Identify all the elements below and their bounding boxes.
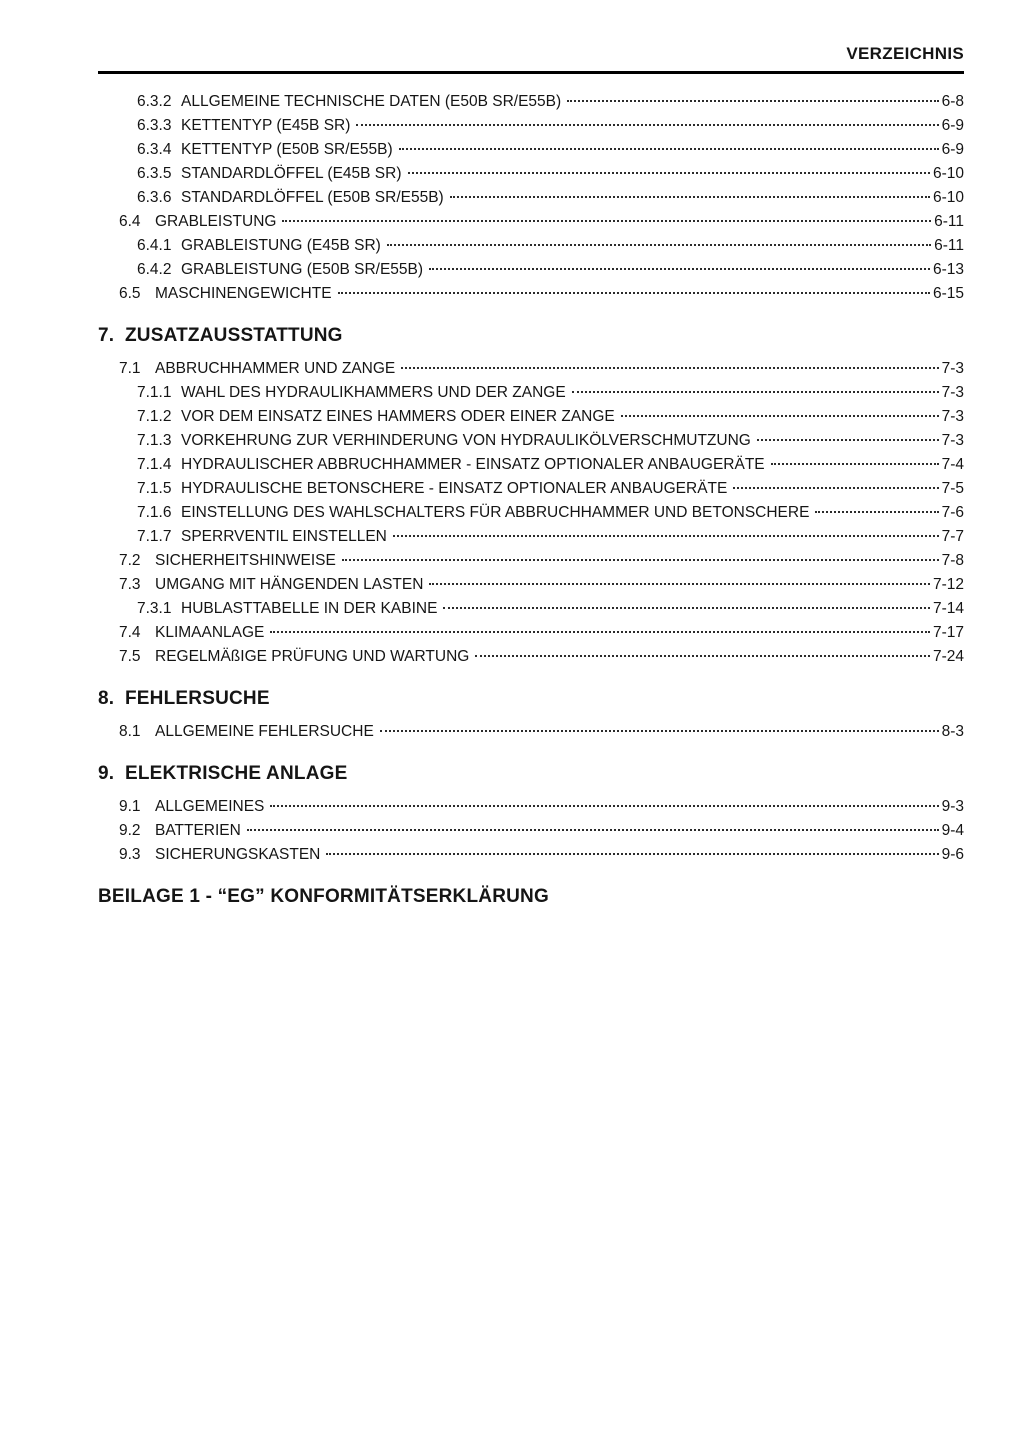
toc-entry-number: 6.3.2: [137, 93, 172, 110]
toc-entry: [98, 720, 964, 744]
toc-entry-title: HUBLASTTABELLE IN DER KABINE: [181, 600, 438, 617]
toc-entry-page: 7-3: [941, 360, 964, 377]
toc-entry-title: KETTENTYP (E50B SR/E55B): [181, 141, 393, 158]
dot-leader: [408, 172, 930, 174]
toc-entry-number: 7.1.7: [137, 528, 172, 545]
toc-entry: [98, 357, 964, 381]
toc-entry-number: 9.3: [119, 846, 141, 863]
toc-entry-title: STANDARDLÖFFEL (E50B SR/E55B): [181, 189, 444, 206]
toc-entry-page: 9-4: [941, 822, 964, 839]
toc-entry-page: 6-10: [932, 189, 964, 206]
toc-entry: [98, 819, 964, 843]
dot-leader: [380, 730, 939, 732]
toc-entry-number: 7.1: [119, 360, 141, 377]
toc-entry: [98, 843, 964, 867]
toc-entry-title: KETTENTYP (E45B SR): [181, 117, 351, 134]
toc-entry: [98, 234, 964, 258]
toc-entry-page: 7-24: [932, 648, 964, 665]
toc-entry-title: GRABLEISTUNG (E50B SR/E55B): [181, 261, 424, 278]
toc-entry-page: 7-3: [941, 432, 964, 449]
section-heading: [98, 761, 964, 787]
toc-entry: [98, 282, 964, 306]
toc-entry-title: ABBRUCHHAMMER UND ZANGE: [155, 360, 396, 377]
toc-entry-number: 8.1: [119, 723, 141, 740]
toc-entry-number: 7.1.4: [137, 456, 172, 473]
toc-entry-number: 7.1.2: [137, 408, 172, 425]
toc-entry: [98, 429, 964, 453]
dot-leader: [282, 220, 931, 222]
toc-entry-page: 7-6: [941, 504, 964, 521]
dot-leader: [771, 463, 939, 465]
toc-entry: [98, 138, 964, 162]
toc: [98, 74, 964, 910]
toc-entry-number: 6.3.4: [137, 141, 172, 158]
dot-leader: [733, 487, 938, 489]
section-number: 9.: [98, 763, 115, 784]
toc-entry-number: 7.4: [119, 624, 141, 641]
toc-entry: [98, 645, 964, 669]
toc-entry-page: 6-11: [934, 237, 964, 254]
toc-entry-number: 6.5: [119, 285, 141, 302]
toc-entry: [98, 162, 964, 186]
toc-entry-number: 9.1: [119, 798, 141, 815]
toc-entry-number: 9.2: [119, 822, 141, 839]
dot-leader: [429, 583, 930, 585]
toc-entry-page: 7-12: [932, 576, 964, 593]
section-heading: [98, 323, 964, 349]
toc-entry-page: 6-13: [932, 261, 964, 278]
toc-entry-title: KLIMAANLAGE: [155, 624, 265, 641]
section-title: FEHLERSUCHE: [125, 688, 270, 709]
section-number: 8.: [98, 688, 115, 709]
toc-entry-title: ALLGEMEINE TECHNISCHE DATEN (E50B SR/E55B): [181, 93, 562, 110]
toc-entry-number: 7.1.5: [137, 480, 172, 497]
document-page: [98, 0, 964, 918]
toc-entry-number: 6.4: [119, 213, 141, 230]
page-title: VERZEICHNIS: [846, 44, 964, 63]
toc-entry-number: 6.3.6: [137, 189, 172, 206]
dot-leader: [815, 511, 938, 513]
toc-entry-page: 6-9: [941, 117, 964, 134]
toc-entry-number: 7.1.3: [137, 432, 172, 449]
toc-entry-title: VORKEHRUNG ZUR VERHINDERUNG VON HYDRAULIKÖLVERSCHMUTZUNG: [181, 432, 751, 449]
dot-leader: [572, 391, 939, 393]
toc-entry-page: 7-7: [941, 528, 964, 545]
toc-entry-number: 7.1.6: [137, 504, 172, 521]
toc-entry-number: 6.4.1: [137, 237, 172, 254]
toc-entry: [98, 210, 964, 234]
dot-leader: [567, 100, 938, 102]
toc-entry: [98, 621, 964, 645]
toc-entry: [98, 90, 964, 114]
toc-entry: [98, 453, 964, 477]
toc-entry: [98, 114, 964, 138]
toc-entry-number: 6.4.2: [137, 261, 172, 278]
dot-leader: [443, 607, 930, 609]
section-title: ZUSATZAUSSTATTUNG: [125, 325, 343, 346]
toc-entry-page: 6-8: [941, 93, 964, 110]
toc-entry: [98, 795, 964, 819]
dot-leader: [429, 268, 930, 270]
dot-leader: [342, 559, 939, 561]
section-title: ELEKTRISCHE ANLAGE: [125, 763, 348, 784]
toc-entry-page: 7-14: [932, 600, 964, 617]
toc-entry-title: MASCHINENGEWICHTE: [155, 285, 332, 302]
section-heading: [98, 686, 964, 712]
toc-entry-title: REGELMÄßIGE PRÜFUNG UND WARTUNG: [155, 648, 470, 665]
toc-entry-title: SICHERHEITSHINWEISE: [155, 552, 336, 569]
toc-entry: [98, 597, 964, 621]
toc-entry-page: 6-9: [941, 141, 964, 158]
dot-leader: [393, 535, 939, 537]
toc-entry-page: 7-3: [941, 408, 964, 425]
toc-entry-title: HYDRAULISCHER ABBRUCHHAMMER - EINSATZ OPTIONALER ANBAUGERÄTE: [181, 456, 765, 473]
toc-entry-title: UMGANG MIT HÄNGENDEN LASTEN: [155, 576, 424, 593]
toc-entry-page: 7-3: [941, 384, 964, 401]
toc-entry-number: 7.3.1: [137, 600, 172, 617]
toc-entry: [98, 573, 964, 597]
dot-leader: [401, 367, 938, 369]
toc-entry-page: 7-4: [941, 456, 964, 473]
toc-entry-page: 7-8: [941, 552, 964, 569]
toc-entry-page: 7-17: [932, 624, 964, 641]
toc-entry-number: 7.3: [119, 576, 141, 593]
toc-entry-number: 7.1.1: [137, 384, 172, 401]
toc-entry-title: WAHL DES HYDRAULIKHAMMERS UND DER ZANGE: [181, 384, 566, 401]
toc-entry-title: GRABLEISTUNG: [155, 213, 277, 230]
toc-entry-page: 8-3: [941, 723, 964, 740]
dot-leader: [450, 196, 930, 198]
toc-entry-title: EINSTELLUNG DES WAHLSCHALTERS FÜR ABBRUCHHAMMER UND BETONSCHERE: [181, 504, 810, 521]
toc-entry: [98, 525, 964, 549]
toc-entry-title: HYDRAULISCHE BETONSCHERE - EINSATZ OPTIONALER ANBAUGERÄTE: [181, 480, 728, 497]
toc-entry-title: BATTERIEN: [155, 822, 241, 839]
toc-entry: [98, 381, 964, 405]
dot-leader: [270, 805, 938, 807]
section-heading: [98, 884, 964, 910]
toc-entry-title: ALLGEMEINE FEHLERSUCHE: [155, 723, 374, 740]
toc-entry: [98, 501, 964, 525]
toc-entry: [98, 549, 964, 573]
toc-entry-number: 7.2: [119, 552, 141, 569]
dot-leader: [338, 292, 930, 294]
toc-entry-title: SPERRVENTIL EINSTELLEN: [181, 528, 387, 545]
dot-leader: [399, 148, 939, 150]
toc-entry-page: 7-5: [941, 480, 964, 497]
toc-entry-title: ALLGEMEINES: [155, 798, 265, 815]
toc-entry-page: 6-11: [934, 213, 964, 230]
toc-entry: [98, 258, 964, 282]
toc-entry-title: GRABLEISTUNG (E45B SR): [181, 237, 381, 254]
section-number: 7.: [98, 325, 115, 346]
dot-leader: [475, 655, 930, 657]
toc-entry-title: SICHERUNGSKASTEN: [155, 846, 321, 863]
section-title: BEILAGE 1 - “EG” KONFORMITÄTSERKLÄRUNG: [98, 886, 549, 907]
dot-leader: [326, 853, 938, 855]
dot-leader: [247, 829, 939, 831]
toc-entry: [98, 477, 964, 501]
toc-entry-number: 6.3.3: [137, 117, 172, 134]
toc-entry-page: 6-15: [932, 285, 964, 302]
toc-entry-title: STANDARDLÖFFEL (E45B SR): [181, 165, 402, 182]
dot-leader: [356, 124, 938, 126]
toc-entry-page: 9-6: [941, 846, 964, 863]
toc-entry-number: 6.3.5: [137, 165, 172, 182]
toc-entry-title: VOR DEM EINSATZ EINES HAMMERS ODER EINER ZANGE: [181, 408, 615, 425]
dot-leader: [621, 415, 939, 417]
dot-leader: [757, 439, 939, 441]
toc-entry-number: 7.5: [119, 648, 141, 665]
toc-entry-page: 9-3: [941, 798, 964, 815]
toc-entry-page: 6-10: [932, 165, 964, 182]
toc-entry: [98, 186, 964, 210]
dot-leader: [387, 244, 931, 246]
dot-leader: [270, 631, 930, 633]
toc-entry: [98, 405, 964, 429]
